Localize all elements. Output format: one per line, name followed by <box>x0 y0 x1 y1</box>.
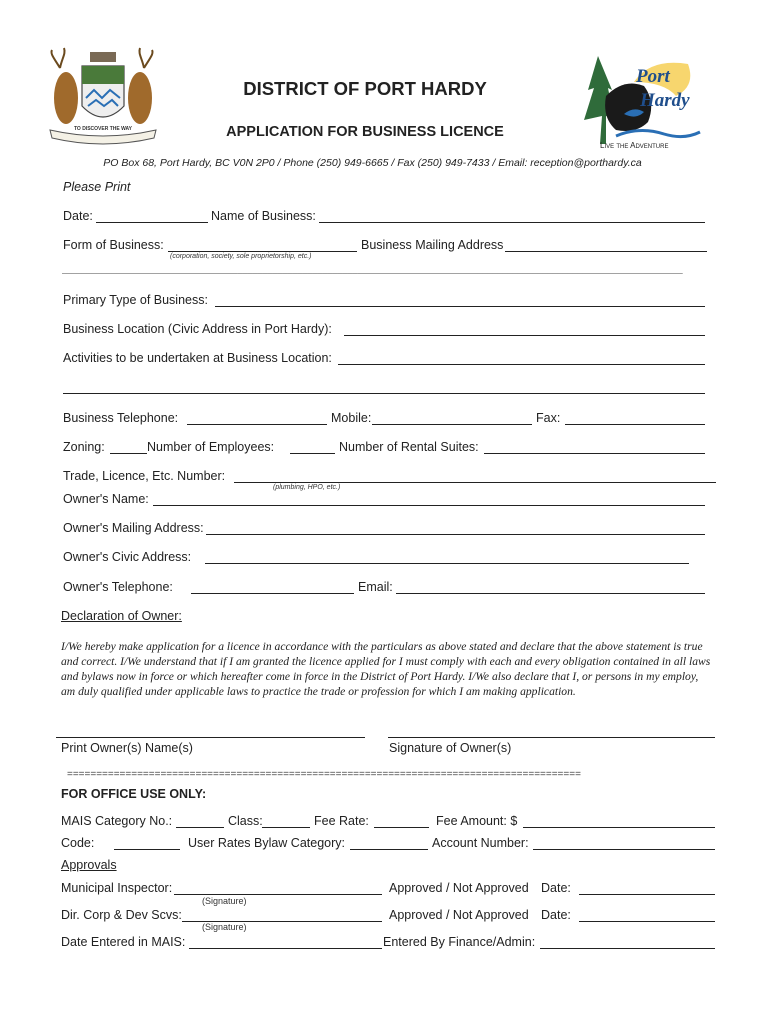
account-number-field[interactable] <box>533 849 715 850</box>
telephone-label: Business Telephone: <box>63 411 179 425</box>
business-name-label: Name of Business: <box>211 209 316 223</box>
contact-line: PO Box 68, Port Hardy, BC V0N 2P0 / Phone (250) 949-6665 / Fax (250) 949-7433 / Email: reception@porthardy.ca <box>103 157 642 169</box>
entered-by-label: Entered By Finance/Admin: <box>383 935 536 949</box>
zoning-field[interactable] <box>110 453 147 454</box>
municipal-inspector-field[interactable] <box>174 894 382 895</box>
logo-name-hardy: Hardy <box>640 90 690 111</box>
logo-name-port: Port <box>636 66 670 87</box>
approvals-heading: Approvals <box>61 858 117 872</box>
business-name-field[interactable] <box>319 222 705 223</box>
form-of-business-field[interactable] <box>168 251 357 252</box>
mobile-label: Mobile: <box>331 411 372 425</box>
user-rates-label: User Rates Bylaw Category: <box>188 836 346 850</box>
activities-field[interactable] <box>338 364 705 365</box>
primary-type-field[interactable] <box>215 306 705 307</box>
date-field[interactable] <box>96 222 208 223</box>
dir-corp-label: Dir. Corp & Dev Scvs: <box>61 908 182 922</box>
code-field[interactable] <box>114 849 180 850</box>
approval-date-label-2: Date: <box>541 908 571 922</box>
owner-name-field[interactable] <box>153 505 705 506</box>
employees-label: Number of Employees: <box>147 440 275 454</box>
activities-field-2[interactable] <box>63 393 705 394</box>
owner-phone-field[interactable] <box>191 593 354 594</box>
date-entered-field[interactable] <box>189 948 382 949</box>
trade-number-label: Trade, Licence, Etc. Number: <box>63 469 226 483</box>
crest-motto: TO DISCOVER THE WAY <box>73 126 133 132</box>
logo-tagline: Live the Adventure <box>600 141 669 150</box>
signature-hint-1: (Signature) <box>202 896 247 906</box>
signature-field[interactable] <box>388 737 715 738</box>
location-field[interactable] <box>344 335 705 336</box>
trade-number-hint: (plumbing, HPO, etc.) <box>273 484 341 491</box>
fee-amount-label: Fee Amount: $ <box>436 814 518 828</box>
print-name-field[interactable] <box>56 737 365 738</box>
employees-field[interactable] <box>290 453 335 454</box>
approval-status-2[interactable]: Approved / Not Approved <box>389 908 529 922</box>
entered-by-field[interactable] <box>540 948 715 949</box>
owner-civic-label: Owner's Civic Address: <box>63 550 192 564</box>
class-label: Class: <box>228 814 263 828</box>
approval-status-1[interactable]: Approved / Not Approved <box>389 881 529 895</box>
office-heading: FOR OFFICE USE ONLY: <box>61 787 207 801</box>
telephone-field[interactable] <box>187 424 327 425</box>
owner-mailing-field[interactable] <box>206 534 705 535</box>
mailing-address-label: Business Mailing Address <box>361 238 504 252</box>
district-title: DISTRICT OF PORT HARDY <box>243 78 487 99</box>
form-of-business-hint: (corporation, society, sole proprietorship, etc.) <box>170 253 312 260</box>
location-label: Business Location (Civic Address in Port Hardy): <box>63 322 332 336</box>
mobile-field[interactable] <box>372 424 532 425</box>
activities-label: Activities to be undertaken at Business Location: <box>63 351 332 365</box>
signature-hint-2: (Signature) <box>202 922 247 932</box>
mailing-continuation-line[interactable]: ____________________________________________________________________________________________________________________________ <box>62 264 683 274</box>
fax-field[interactable] <box>565 424 705 425</box>
signature-label: Signature of Owner(s) <box>389 741 512 755</box>
primary-type-label: Primary Type of Business: <box>63 293 208 307</box>
mais-category-field[interactable] <box>176 827 224 828</box>
port-hardy-logo <box>580 52 704 154</box>
municipal-inspector-label: Municipal Inspector: <box>61 881 173 895</box>
date-entered-label: Date Entered in MAIS: <box>61 935 186 949</box>
mais-category-label: MAIS Category No.: <box>61 814 173 828</box>
zoning-label: Zoning: <box>63 440 105 454</box>
owner-phone-label: Owner's Telephone: <box>63 580 173 594</box>
email-label: Email: <box>358 580 393 594</box>
fee-rate-label: Fee Rate: <box>314 814 369 828</box>
declaration-heading: Declaration of Owner: <box>61 609 182 623</box>
print-name-label: Print Owner(s) Name(s) <box>61 741 193 755</box>
user-rates-field[interactable] <box>350 849 428 850</box>
please-print: Please Print <box>63 180 131 194</box>
fax-label: Fax: <box>536 411 561 425</box>
owner-civic-field[interactable] <box>205 563 689 564</box>
owner-mailing-label: Owner's Mailing Address: <box>63 521 204 535</box>
office-separator: ======================================================================================== <box>67 769 581 780</box>
mailing-address-field[interactable] <box>505 251 707 252</box>
email-field[interactable] <box>396 593 705 594</box>
owner-name-label: Owner's Name: <box>63 492 149 506</box>
class-field[interactable] <box>262 827 310 828</box>
fee-amount-field[interactable] <box>523 827 715 828</box>
rental-suites-label: Number of Rental Suites: <box>339 440 479 454</box>
approval-date-field-2[interactable] <box>579 921 715 922</box>
fee-rate-field[interactable] <box>374 827 429 828</box>
approval-date-label-1: Date: <box>541 881 571 895</box>
approval-date-field-1[interactable] <box>579 894 715 895</box>
account-number-label: Account Number: <box>432 836 529 850</box>
form-of-business-label: Form of Business: <box>63 238 164 252</box>
form-title: APPLICATION FOR BUSINESS LICENCE <box>226 124 504 140</box>
code-label: Code: <box>61 836 95 850</box>
trade-number-field[interactable] <box>234 482 716 483</box>
rental-suites-field[interactable] <box>484 453 705 454</box>
declaration-text: I/We hereby make application for a licence in accordance with the particulars as above stated and declare that the above statement is true and correct. I/We understand that if I am granted the licence applied for I must comply with each and every obligation contained in all laws and bylaws now in force or which hereafter come in force in the District of Port Hardy. I/We also declare that I, or persons in my employ, am duly qualified under applicable laws to practice the trade or profession for which I am making application. <box>61 640 711 698</box>
date-label: Date: <box>63 209 93 223</box>
